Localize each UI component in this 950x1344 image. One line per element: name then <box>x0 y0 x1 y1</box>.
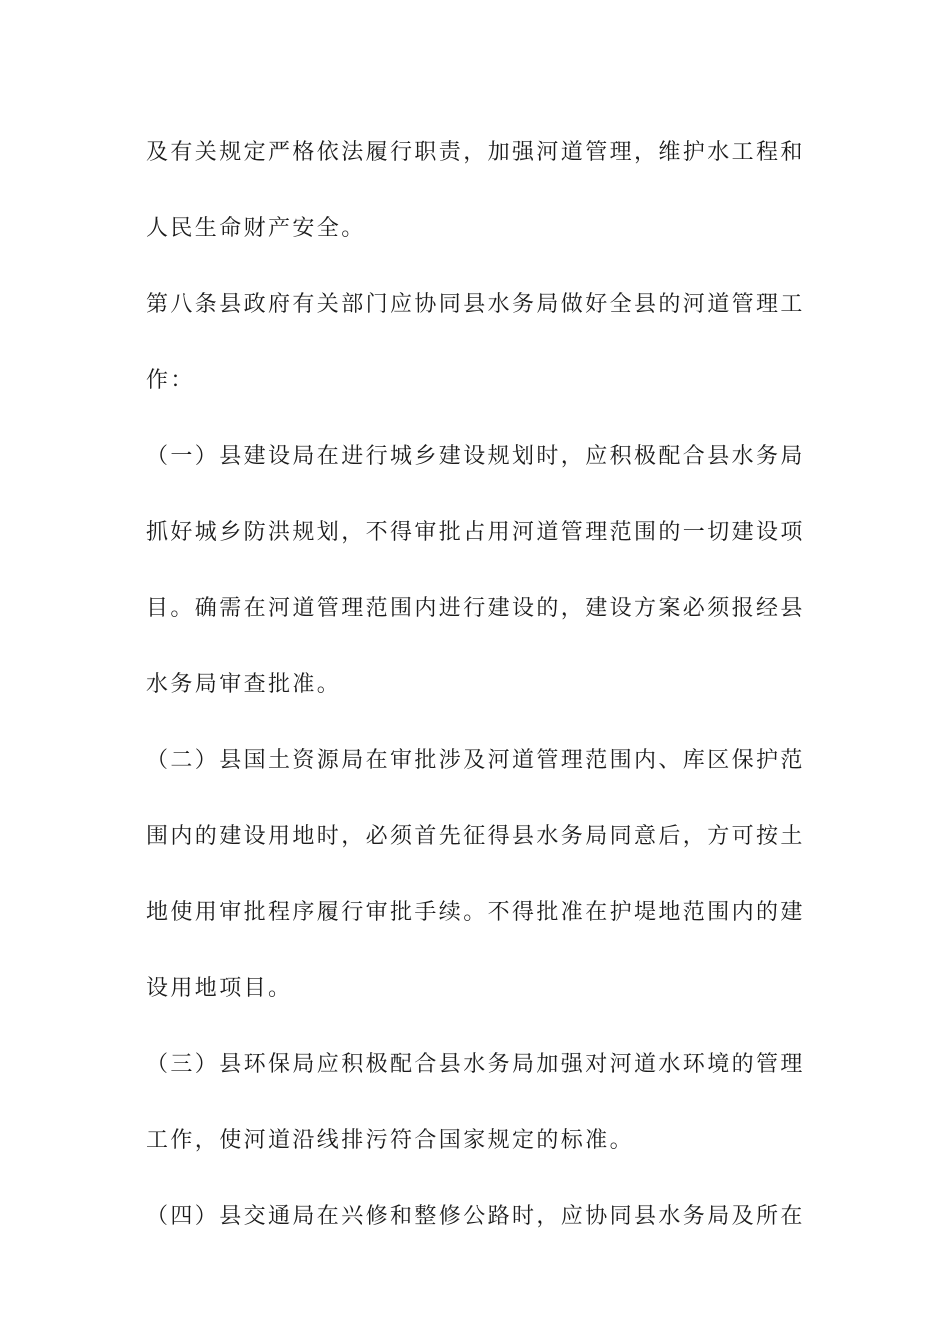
text-line: 水务局审查批准。 <box>146 672 342 697</box>
text-line: （二）县国土资源局在审批涉及河道管理范围内、库区保护范 <box>146 748 805 773</box>
text-line: 工作，使河道沿线排污符合国家规定的标准。 <box>146 1128 635 1153</box>
text-line: （四）县交通局在兴修和整修公路时，应协同县水务局及所在 <box>146 1204 805 1229</box>
text-line: 设用地项目。 <box>146 976 293 1001</box>
text-line: 第八条县政府有关部门应协同县水务局做好全县的河道管理工 <box>146 292 805 317</box>
text-line: 围内的建设用地时，必须首先征得县水务局同意后，方可按土 <box>146 824 805 849</box>
text-line: 作： <box>146 368 195 393</box>
document-body <box>146 133 806 1273</box>
text-line: 目。确需在河道管理范围内进行建设的，建设方案必须报经县 <box>146 596 805 621</box>
text-line: （三）县环保局应积极配合县水务局加强对河道水环境的管理 <box>146 1052 805 1077</box>
text-line: 地使用审批程序履行审批手续。不得批准在护堤地范围内的建 <box>146 900 805 925</box>
text-line: 抓好城乡防洪规划，不得审批占用河道管理范围的一切建设项 <box>146 520 805 545</box>
text-line: 及有关规定严格依法履行职责，加强河道管理，维护水工程和 <box>146 140 805 165</box>
text-line: 人民生命财产安全。 <box>146 216 366 241</box>
text-line: （一）县建设局在进行城乡建设规划时，应积极配合县水务局 <box>146 444 805 469</box>
